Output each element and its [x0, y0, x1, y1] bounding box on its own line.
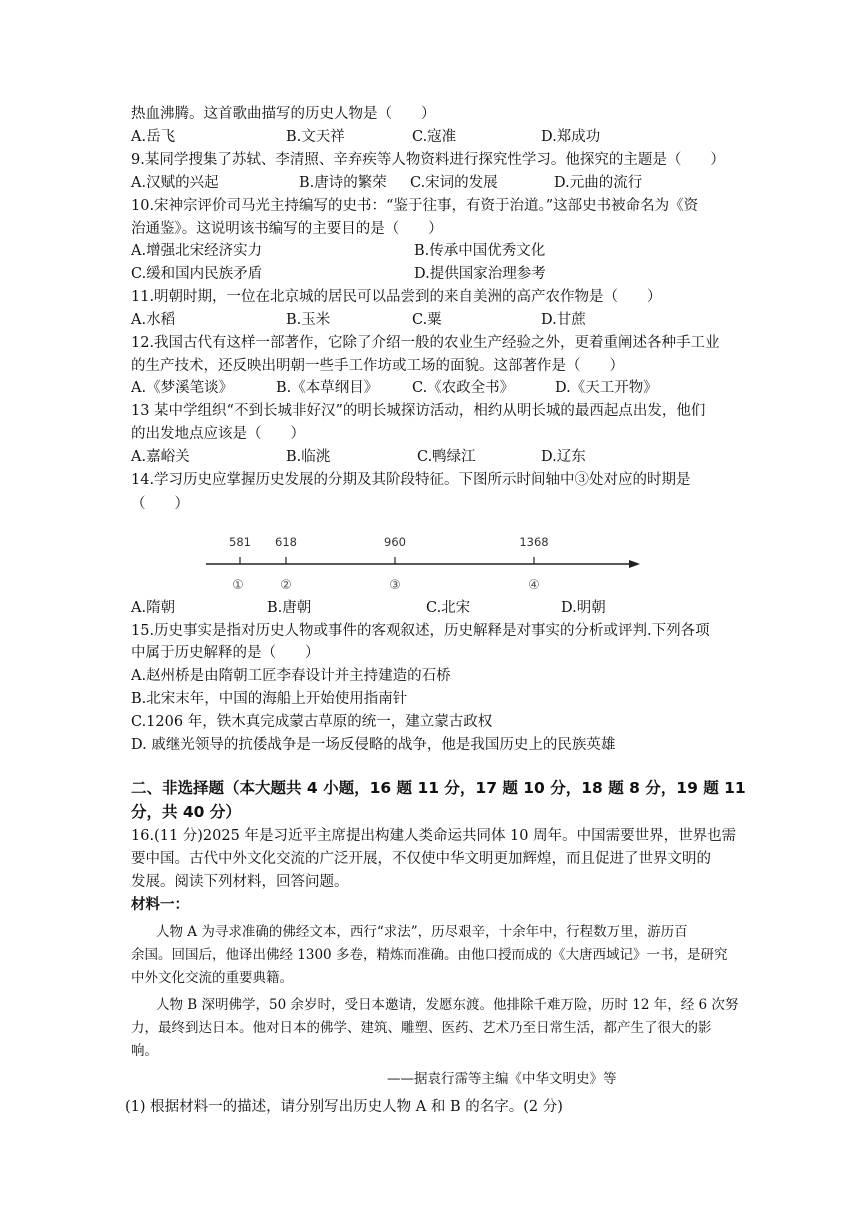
- q16-intro-line1: 16.(11 分)2025 年是习近平主席提出构建人类命运共同体 10 周年。中国需要世界，世界也需: [131, 828, 737, 844]
- q14-option-b: B.唐朝: [267, 600, 312, 616]
- q14-stem-line1: 14.学习历史应掌握历史发展的分期及其阶段特征。下图所示时间轴中③处对应的时期是: [131, 472, 691, 488]
- timeline-arrow: [629, 560, 640, 568]
- q14-stem-line2: （ ）: [131, 496, 189, 512]
- timeline-marker-4: ④: [528, 578, 540, 593]
- q8-stem-tail: 热血沸腾。这首歌曲描写的历史人物是（ ）: [131, 106, 436, 122]
- q16-material-a-line3: 中外文化交流的重要典籍。: [131, 970, 293, 986]
- q13-option-c: C.鸭绿江: [417, 449, 476, 465]
- q16-material-a-line1: 人物 A 为寻求准确的佛经文本，西行“求法”，历尽艰辛，十余年中，行程数万里，游历百: [156, 924, 688, 940]
- q16-subquestion-1: (1) 根据材料一的描述，请分别写出历史人物 A 和 B 的名字。(2 分): [125, 1099, 563, 1115]
- q10-option-d: D.提供国家治理参考: [414, 266, 546, 282]
- timeline-marker-3: ③: [389, 578, 401, 593]
- q9-option-d: D.元曲的流行: [554, 175, 643, 191]
- q10-option-c: C.缓和国内民族矛盾: [131, 266, 263, 282]
- q13-stem-line2: 的出发地点应该是（ ）: [131, 426, 305, 442]
- section2-title-line2: 分，共 40 分）: [131, 803, 241, 821]
- q10-option-b: B.传承中国优秀文化: [414, 243, 546, 259]
- q8-option-a: A.岳飞: [131, 129, 176, 145]
- q8-options: [131, 126, 771, 148]
- q15-option-a: A.赵州桥是由隋朝工匠李春设计并主持建造的石桥: [131, 668, 451, 684]
- timeline-year-1: 581: [229, 535, 251, 549]
- q9-option-c: C.宋词的发展: [410, 175, 498, 191]
- q14-option-d: D.明朝: [561, 600, 606, 616]
- q13-option-b: B.临洮: [286, 449, 331, 465]
- q16-intro-line2: 要中国。古代中外文化交流的广泛开展，不仅使中华文明更加辉煌，而且促进了世界文明的: [131, 851, 711, 867]
- q15-option-d: D. 戚继光领导的抗倭战争是一场反侵略的战争，他是我国历史上的民族英雄: [131, 737, 616, 753]
- q15-stem-line2: 中属于历史解释的是（ ）: [131, 645, 320, 661]
- q12-option-a: A.《梦溪笔谈》: [131, 380, 234, 396]
- q16-intro-line3: 发展。阅读下列材料，回答问题。: [131, 874, 349, 890]
- q13-stem-line1: 13 某中学组织“不到长城非好汉”的明长城探访活动，相约从明长城的最西起点出发，他们: [131, 403, 706, 419]
- q11-option-c: C.粟: [412, 312, 442, 328]
- section2-title-line1: 二、非选择题（本大题共 4 小题，16 题 11 分，17 题 10 分，18 题 8 分，19 题 11: [131, 779, 746, 797]
- q12-option-d: D.《天工开物》: [555, 380, 658, 396]
- q12-option-b: B.《本草纲目》: [276, 380, 379, 396]
- q9-option-a: A.汉赋的兴起: [131, 175, 219, 191]
- q13-options: [131, 446, 771, 468]
- q9-option-b: B.唐诗的繁荣: [299, 175, 387, 191]
- q14-option-c: C.北宋: [426, 600, 471, 616]
- q12-options: [131, 377, 771, 399]
- q13-option-d: D.辽东: [541, 449, 586, 465]
- q13-option-a: A.嘉峪关: [131, 449, 190, 465]
- q9-stem: 9.某同学搜集了苏轼、李清照、辛弃疾等人物资料进行探究性学习。他探究的主题是（ ）: [131, 152, 725, 168]
- q11-option-b: B.玉米: [286, 312, 331, 328]
- q10-options-row2: [131, 263, 771, 285]
- q16-source-citation: ——据袁行霈等主编《中华文明史》等: [387, 1071, 617, 1087]
- q15-stem-line1: 15.历史事实是指对历史人物或事件的客观叙述，历史解释是对事实的分析或评判.下列各项: [131, 623, 710, 639]
- q14-timeline: [200, 528, 650, 598]
- timeline-marker-1: ①: [232, 578, 244, 593]
- q11-option-d: D.甘蔗: [541, 312, 586, 328]
- q10-stem-line1: 10.宋神宗评价司马光主持编写的史书：“鉴于往事，有资于治道。”这部史书被命名为《资: [131, 198, 699, 214]
- q9-options: [131, 172, 771, 194]
- q11-option-a: A.水稻: [131, 312, 176, 328]
- q16-material-b-line2: 力，最终到达日本。他对日本的佛学、建筑、雕塑、医药、艺术乃至日常生活，都产生了很大的影: [131, 1020, 712, 1036]
- timeline-year-2: 618: [275, 535, 297, 549]
- q11-options: [131, 309, 771, 331]
- timeline-year-4: 1368: [519, 535, 549, 549]
- q14-options: [131, 597, 771, 619]
- q16-material-b-line1: 人物 B 深明佛学，50 余岁时，受日本邀请，发愿东渡。他排除千难万险，历时 12 年，经 6 次努: [156, 997, 739, 1013]
- q8-option-c: C.寇准: [412, 129, 457, 145]
- q14-option-a: A.隋朝: [131, 600, 176, 616]
- q12-option-c: C.《农政全书》: [412, 380, 515, 396]
- q16-material-label: 材料一：: [131, 896, 189, 913]
- q10-option-a: A.增强北宋经济实力: [131, 243, 263, 259]
- q10-stem-line2: 治通鉴》。这说明该书编写的主要目的是（ ）: [131, 221, 443, 237]
- q12-stem-line1: 12.我国古代有这样一部著作，它除了介绍一般的农业生产经验之外，更着重阐述各种手工业: [131, 335, 720, 351]
- q11-stem: 11.明朝时期，一位在北京城的居民可以品尝到的来自美洲的高产农作物是（ ）: [131, 289, 662, 305]
- q15-option-b: B.北宋末年，中国的海船上开始使用指南针: [131, 691, 408, 707]
- q12-stem-line2: 的生产技术，还反映出明朝一些手工作坊或工场的面貌。这部著作是（ ）: [131, 358, 624, 374]
- q16-material-a-line2: 余国。回国后，他译出佛经 1300 多卷，精炼而准确。由他口授而成的《大唐西域记》一书，是研究: [131, 947, 728, 963]
- q15-option-c: C.1206 年，铁木真完成蒙古草原的统一，建立蒙古政权: [131, 714, 493, 730]
- q10-options-row1: [131, 240, 771, 262]
- q16-material-b-line3: 响。: [131, 1043, 158, 1059]
- q8-option-d: D.郑成功: [541, 129, 601, 145]
- q8-option-b: B.文天祥: [286, 129, 345, 145]
- timeline-marker-2: ②: [280, 578, 292, 593]
- timeline-year-3: 960: [384, 535, 406, 549]
